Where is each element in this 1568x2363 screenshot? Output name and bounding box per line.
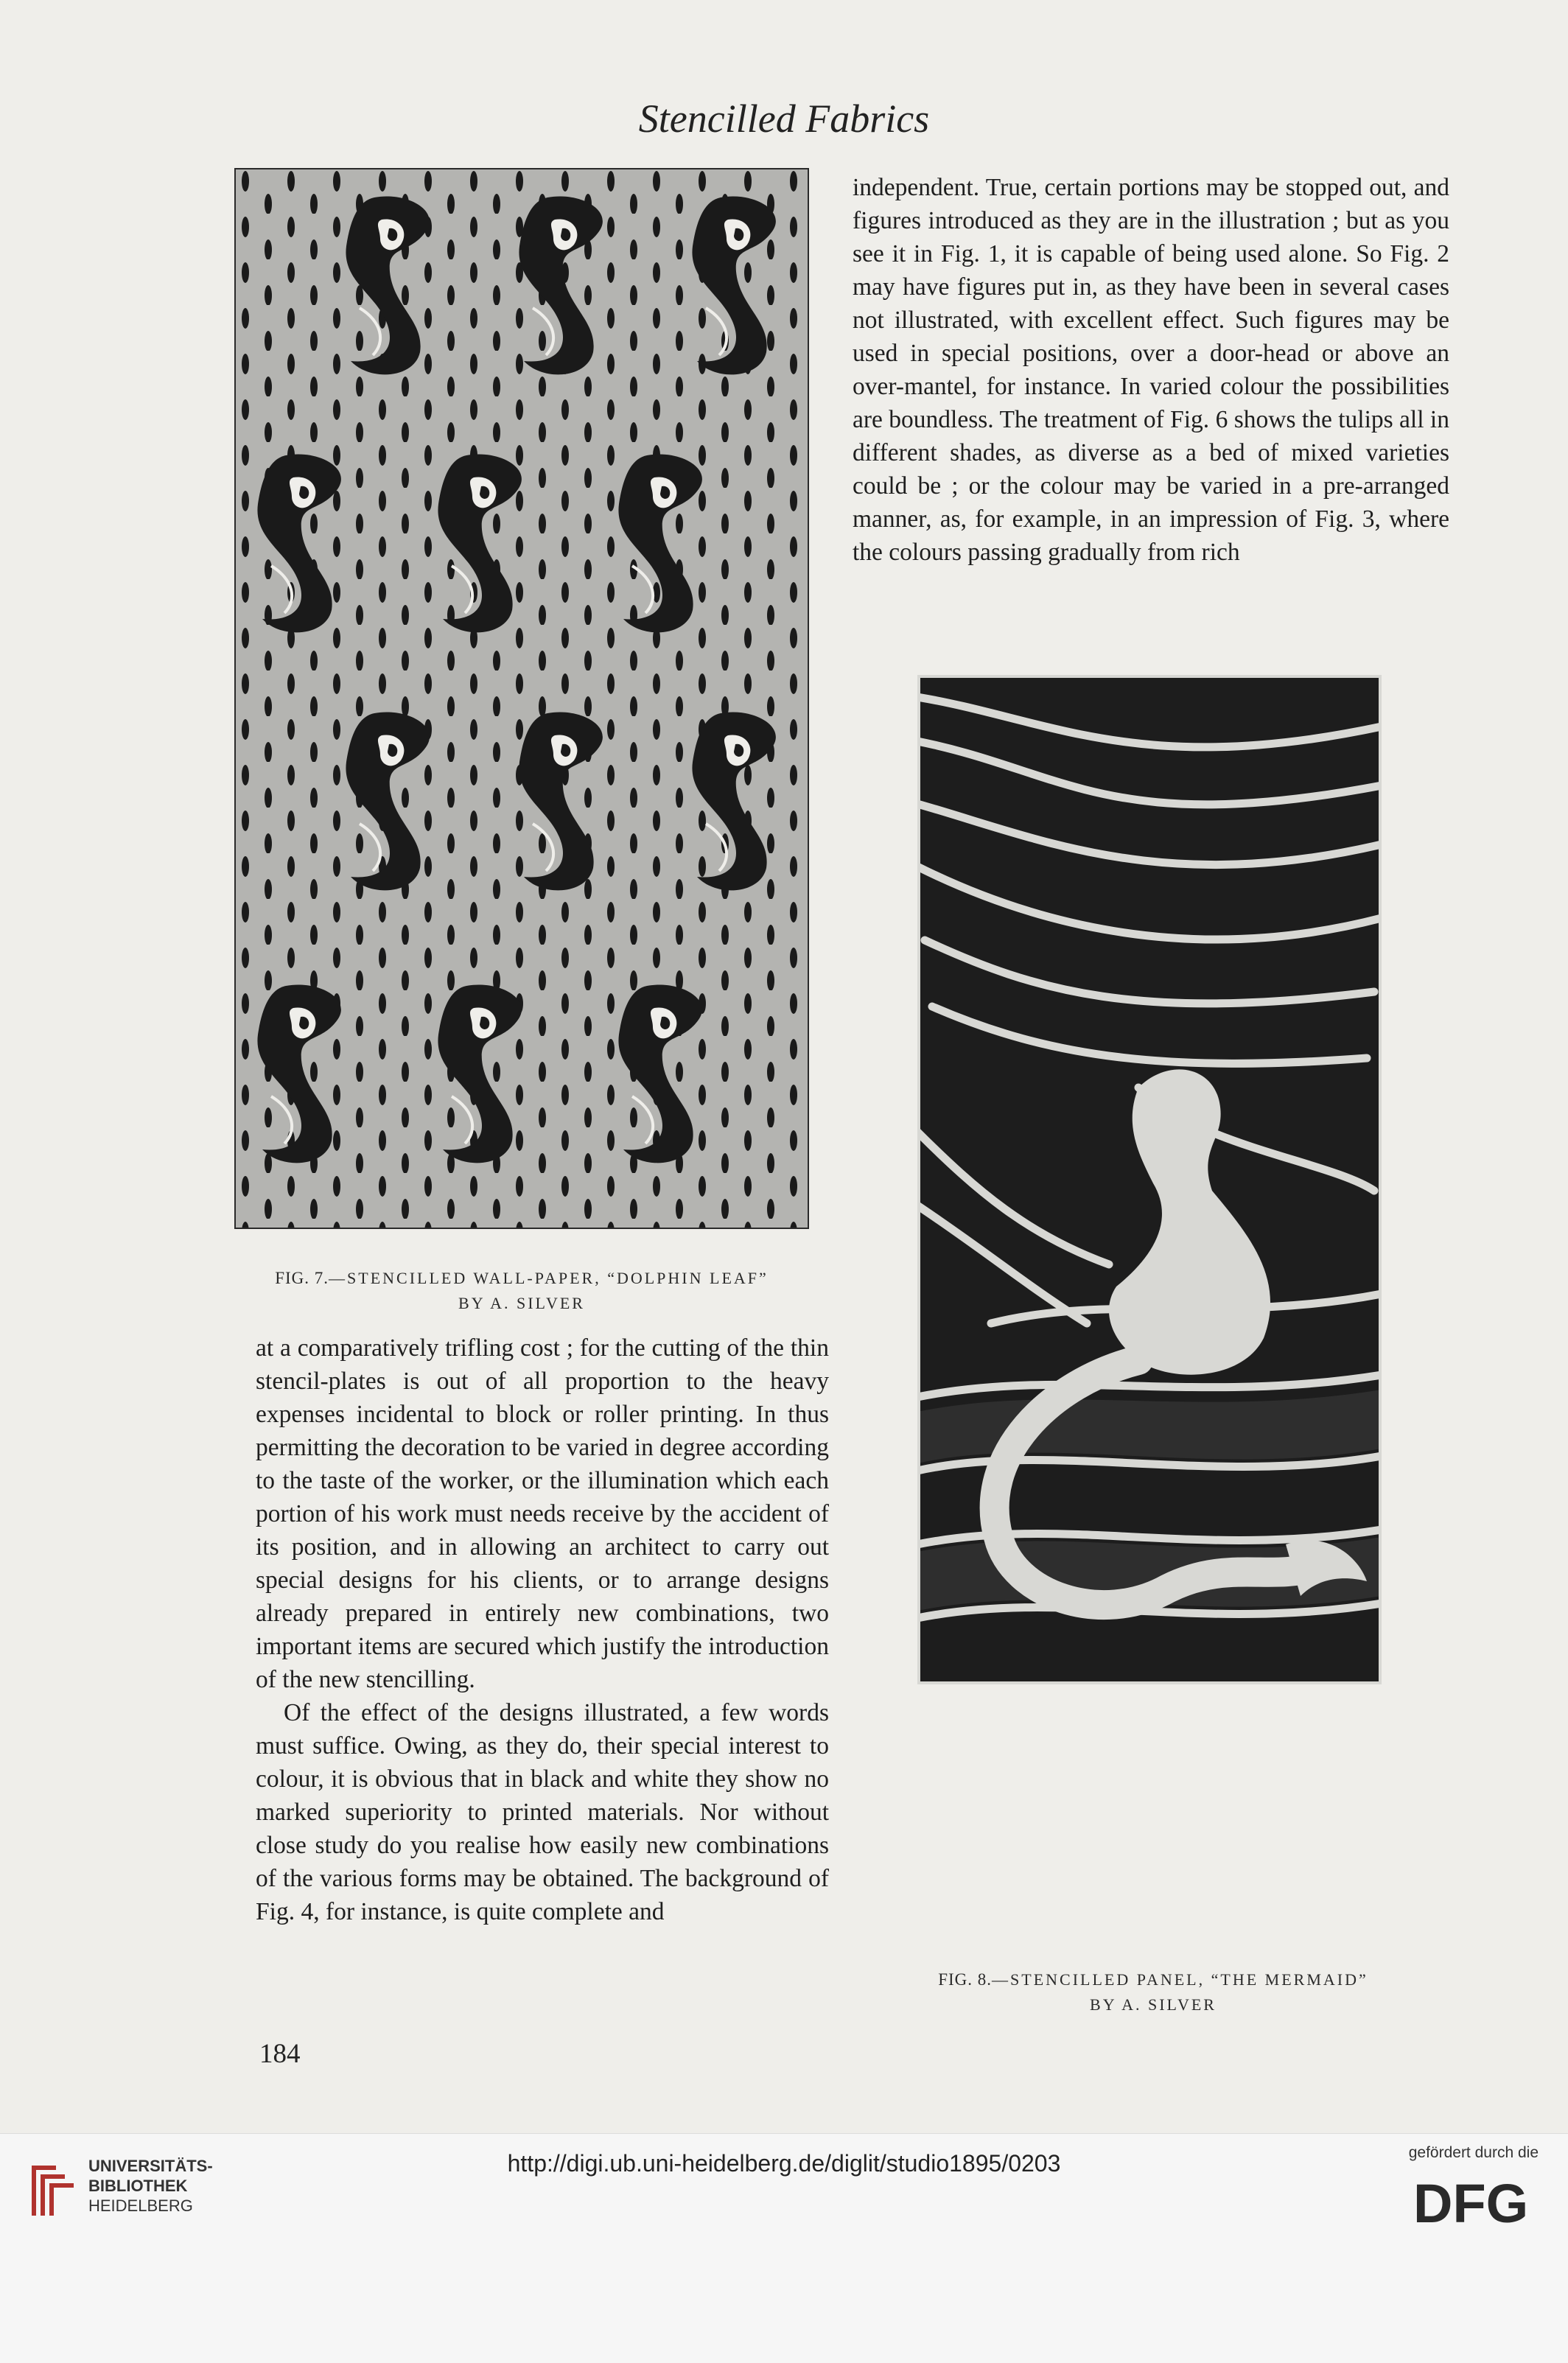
dolphin-leaf-pattern [234,168,809,1229]
left-paragraph-1: at a comparatively trifling cost ; for the cutting of the thin stencil-plates is out of all proportion to the heavy expenses incidental to block or roller printing. In thus permitting the decoration to be varied in degree according to the taste of the worker, or the illumination which each portion of his work must needs receive by the accident of its position, and in allowing an architect to carry out special designs for his clients, or to arrange designs already prepared in entirely new combinations, two important items are secured which justify the introduction of the new stencilling. [256,1334,829,1693]
figure-8-mermaid-panel [917,675,1382,1684]
page-number: 184 [259,2039,301,2069]
figure-8-caption [884,1967,1422,2017]
library-name-line-2: BIBLIOTHEK [88,2177,188,2195]
source-url-link[interactable]: http://digi.ub.uni-heidelberg.de/diglit/studio1895/0203 [507,2150,1061,2177]
left-paragraph-2: Of the effect of the designs illustrated, a few words must suffice. Owing, as they do, their special interest to colour, it is obvious that in black and white they show no marked superiority to printed materials. Nor without close study do you realise how easily new combinations of the various forms may be obtained. The background of Fig. 4, for instance, is quite complete and [256,1699,829,1925]
figure-7-dolphin-leaf-wallpaper [234,168,809,1229]
right-paragraph: independent. True, certain portions may be stopped out, and figures introduced as they are in the illustration ; but as you see it in Fig. 1, it is capable of being used alone. So Fig. 2 may have figures put in, as they have been in several cases not illustrated, with excellent effect. Such figures may be used in special positions, over a door-head or above an over-mantel, for instance. In varied colour the possibilities are boundless. The treatment of Fig. 6 shows the tulips all in different shades, as diverse as a bed of mixed varieties could be ; or the colour may be varied in a pre-arranged manner, as, for example, in an impression of Fig. 3, where the colours passing gradually from rich [853,174,1449,566]
library-name-line-1: UNIVERSITÄTS- [88,2157,213,2175]
library-name-line-3: HEIDELBERG [88,2196,193,2215]
page-header: Stencilled Fabrics [638,97,930,141]
figure-8-number: FIG. 8. [938,1970,993,1989]
dfg-logo-icon [1413,2174,1537,2233]
figure-7-title: —STENCILLED WALL-PAPER, “DOLPHIN LEAF” [329,1269,769,1287]
figure-8-artist: BY A. SILVER [1090,1995,1217,2014]
dfg-logo-text: DFG [1413,2174,1529,2233]
funded-by-text: gefördert durch die [1408,2144,1539,2161]
figure-7-caption [234,1266,809,1316]
mermaid-panel-art [917,675,1382,1684]
left-column-text [256,1331,829,1928]
right-column-text [853,171,1449,569]
figure-7-number: FIG. 7. [275,1269,329,1287]
figure-7-artist: BY A. SILVER [458,1294,585,1312]
figure-8-title: —STENCILLED PANEL, “THE MERMAID” [992,1970,1368,1989]
